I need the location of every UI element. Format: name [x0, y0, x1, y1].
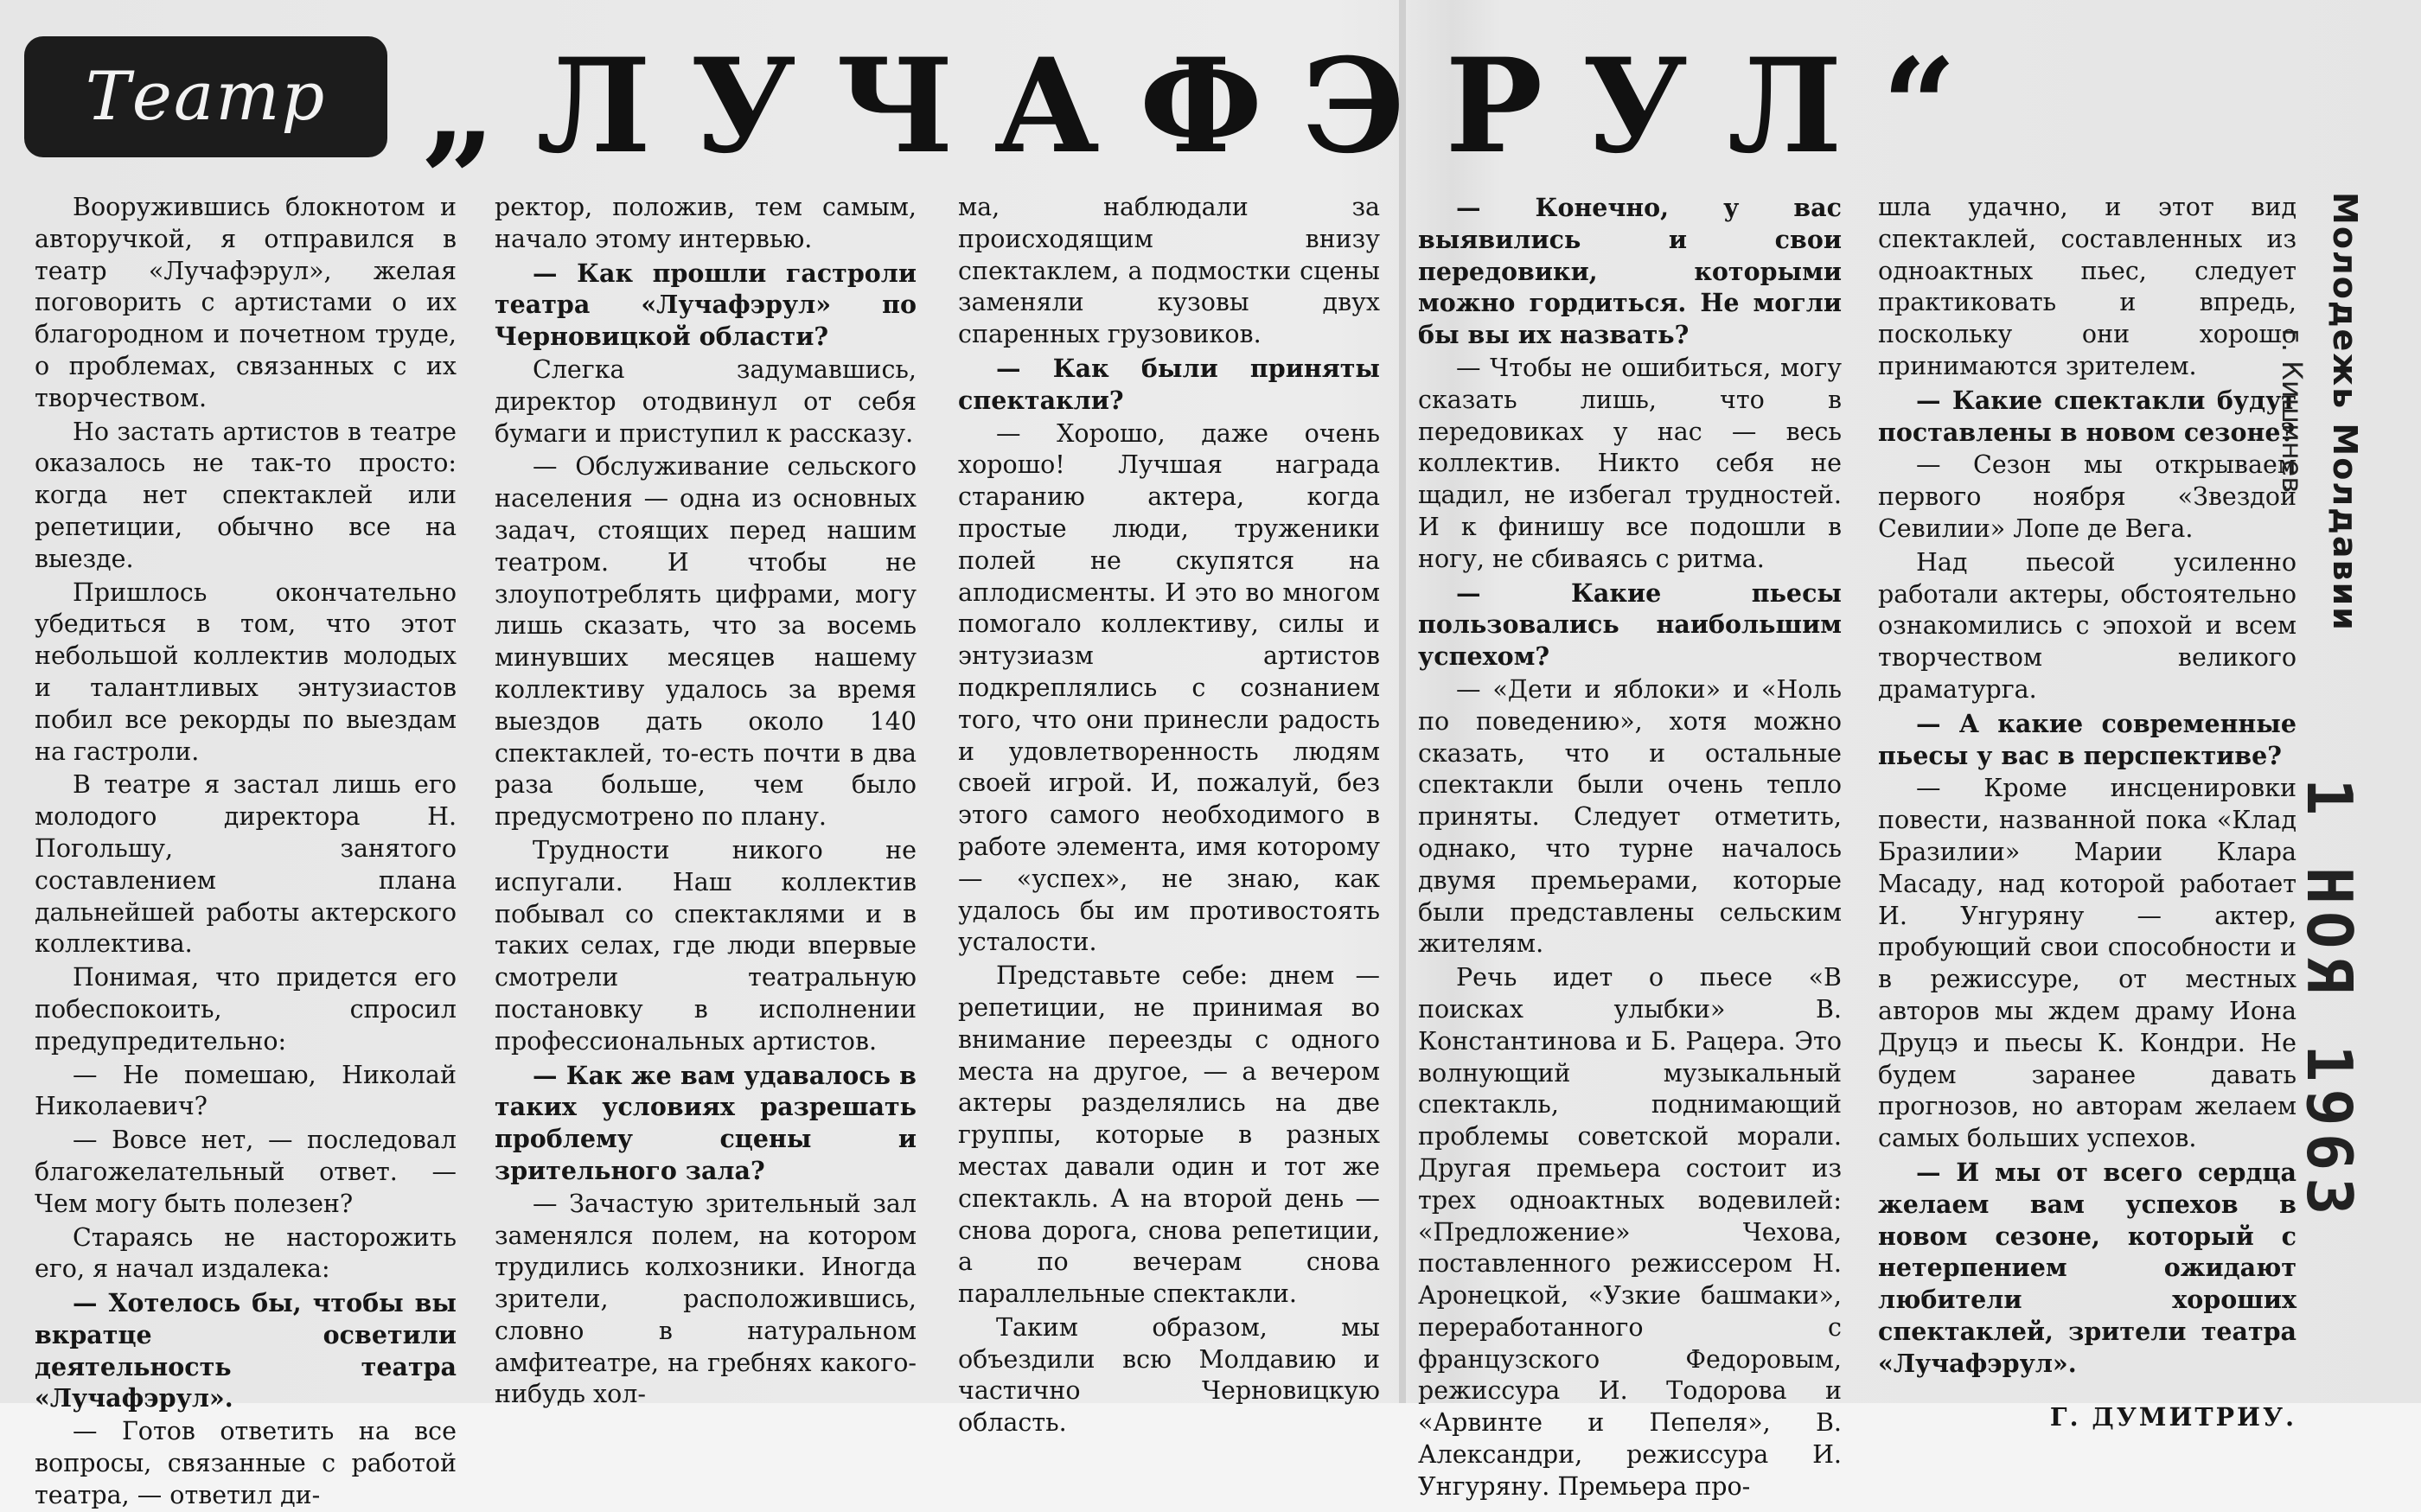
interview-question: — Конечно, у вас выявились и свои передовики, которыми можно гордиться. Не могли бы вы их назвать?: [1418, 193, 1842, 350]
paragraph: — «Дети и яблоки» и «Ноль по поведению», хотя можно сказать, что и остальные спектакли были очень тепло приняты. Следует отметить, однако, что турне началось двумя премьерами, которые были представлены сельским жителям.: [1418, 674, 1842, 959]
interview-question: — А какие современные пьесы у вас в перспективе?: [1878, 708, 2296, 770]
paragraph: Представьте себе: днем — репетиции, не принимая во внимание переезды с одного места на другое, — а вечером актеры разделялись на две группы, которые в разных местах давали один и тот же спектакль. А на второй день — снова дорога, снова репетиции, а по вечерам снова параллельные спектакли.: [958, 961, 1380, 1309]
article-column-4: [1418, 192, 1842, 1501]
article-column-5: [1878, 192, 2296, 1432]
paragraph: — Кроме инсценировки повести, названной пока «Клад Бразилии» Марии Клара Масаду, над которой работает И. Унгуряну — актер, пробующий свои способности и в режиссуре, от местных авторов мы ждем драму Иона Друцэ и пьесы К. Кондри. Не будем заранее давать прогнозов, но авторам желаем самых больших успехов.: [1878, 774, 2296, 1153]
paragraph: — Не помешаю, Николай Николаевич?: [35, 1060, 457, 1121]
interview-question: — Хотелось бы, чтобы вы вкратце осветили деятельность театра «Лучафэрул».: [35, 1288, 457, 1413]
page-fold: [1399, 0, 1406, 1403]
article-column-1: [35, 192, 457, 1509]
interview-question: — Какие пьесы пользовались наибольшим успехом?: [1418, 577, 1842, 672]
newspaper-city: г. Кишинев: [2276, 329, 2309, 494]
paragraph: ректор, положив, тем самым, начало этому интервью.: [495, 193, 917, 253]
paragraph: — Обслуживание сельского населения — одна из основных задач, стоящих перед нашим театром. И чтобы не злоупотреблять цифрами, могу лишь сказать, что за восемь минувших месяцев нашему коллективу удалось за время выездов дать около 140 спектаклей, то-есть почти в два раза больше, чем было предусмотрено по плану.: [495, 452, 917, 832]
paragraph: — Хорошо, даже очень хорошо! Лучшая награда старанию актера, когда простые люди, труженики полей не скупятся на аплодисменты. И это во многом помогало коллективу, силы и энтузиазм артистов подкреплялись с сознанием того, что они принесли радость и удовлетворенность людям своей игрой. И, пожалуй, без этого самого необходимого в работе элемента, имя которому — «успех», не знаю, как удалось бы им противостоять усталости.: [958, 418, 1380, 957]
paragraph: Трудности никого не испугали. Наш коллектив побывал со спектаклями и в таких селах, где люди впервые смотрели театральную постановку в исполнении профессиональных артистов.: [495, 835, 917, 1056]
paragraph: — Чтобы не ошибиться, могу сказать лишь, что в передовиках у нас — весь коллектив. Никто себя не щадил, не избегал трудностей. И к финишу все подошли в ногу, не сбиваясь с ритма.: [1418, 353, 1842, 573]
paragraph: Слегка задумавшись, директор отодвинул от себя бумаги и приступил к рассказу.: [495, 354, 917, 448]
newspaper-masthead: Молодежь Молдавии: [2326, 192, 2364, 632]
interview-question: — Как были приняты спектакли?: [958, 353, 1380, 415]
article-column-2: [495, 192, 917, 1409]
article-headline: „ЛУЧАФЭРУЛ“: [422, 30, 1996, 182]
author-signature: Г. ДУМИТРИУ.: [2049, 1402, 2296, 1432]
paragraph: — Сезон мы открываем первого ноября «Звездой Севилии» Лопе де Вега.: [1878, 450, 2296, 543]
date-stamp: 1 НОЯ 1963: [2293, 778, 2366, 1222]
article-column-3: [958, 192, 1380, 1438]
rubric-badge: Театр: [24, 36, 387, 157]
paragraph: Речь идет о пьесе «В поисках улыбки» В. Константинова и Б. Рацера. Это волнующий музыкальный спектакль, поднимающий проблемы советской морали. Другая премьера состоит из трех одноактных водевилей: «Предложение» Чехова, поставленного режиссером Н. Аронецкой, «Узкие башмаки», переработанного с французского Федоровым, режиссура И. Тодорова и «Арвинте и Пепеля», В. Александри, режиссура И. Унгуряну. Премьера про-: [1418, 963, 1842, 1501]
paragraph: Вооружившись блокнотом и авторучкой, я отправился в театр «Лучафэрул», желая поговорить с артистами о их благородном и почетном труде, о проблемах, связанных с их творчеством.: [35, 193, 457, 412]
paragraph: Таким образом, мы объездили всю Молдавию и частично Черновицкую область.: [958, 1312, 1380, 1438]
interview-question: — И мы от всего сердца желаем вам успехов в новом сезоне, который с нетерпением ожидают любители хороших спектаклей, зрители театра «Лучафэрул».: [1878, 1157, 2296, 1378]
paragraph: — Готов ответить на все вопросы, связанные с работой театра, — ответил ди-: [35, 1417, 457, 1509]
paragraph: — Вовсе нет, — последовал благожелательный ответ. — Чем могу быть полезен?: [35, 1126, 457, 1218]
paragraph: шла удачно, и этот вид спектаклей, составленных из одноактных пьес, следует практиковать и впредь, поскольку они хорошо принимаются зрителем.: [1878, 193, 2296, 380]
paragraph: Но застать артистов в театре оказалось не так-то просто: когда нет спектаклей или репетиции, обычно все на выезде.: [35, 417, 457, 573]
paragraph: Понимая, что придется его побеспокоить, спросил предупредительно:: [35, 963, 457, 1056]
interview-question: — Какие спектакли будут поставлены в новом сезоне?: [1878, 385, 2296, 447]
paragraph: — Зачастую зрительный зал заменялся полем, на котором трудились колхозники. Иногда зрители, расположившись, словно в натуральном амфитеатре, на гребнях какого-нибудь хол-: [495, 1189, 917, 1409]
paragraph: Пришлось окончательно убедиться в том, что этот небольшой коллектив молодых и талантливых энтузиастов побил все рекорды по выездам на гастроли.: [35, 577, 457, 766]
paragraph: В театре я застал лишь его молодого директора Н. Погольшу, занятого составлением плана дальнейшей работы актерского коллектива.: [35, 770, 457, 959]
interview-question: — Как же вам удавалось в таких условиях разрешать проблему сцены и зрительного зала?: [495, 1060, 917, 1185]
paragraph: Над пьесой усиленно работали актеры, обстоятельно ознакомились с эпохой и всем творчеством великого драматурга.: [1878, 547, 2296, 704]
paragraph: ма, наблюдали за происходящим внизу спектаклем, а подмостки сцены заменяли кузовы двух спаренных грузовиков.: [958, 193, 1380, 349]
interview-question: — Как прошли гастроли театра «Лучафэрул» по Черновицкой области?: [495, 258, 917, 352]
paragraph: Стараясь не насторожить его, я начал издалека:: [35, 1222, 457, 1284]
